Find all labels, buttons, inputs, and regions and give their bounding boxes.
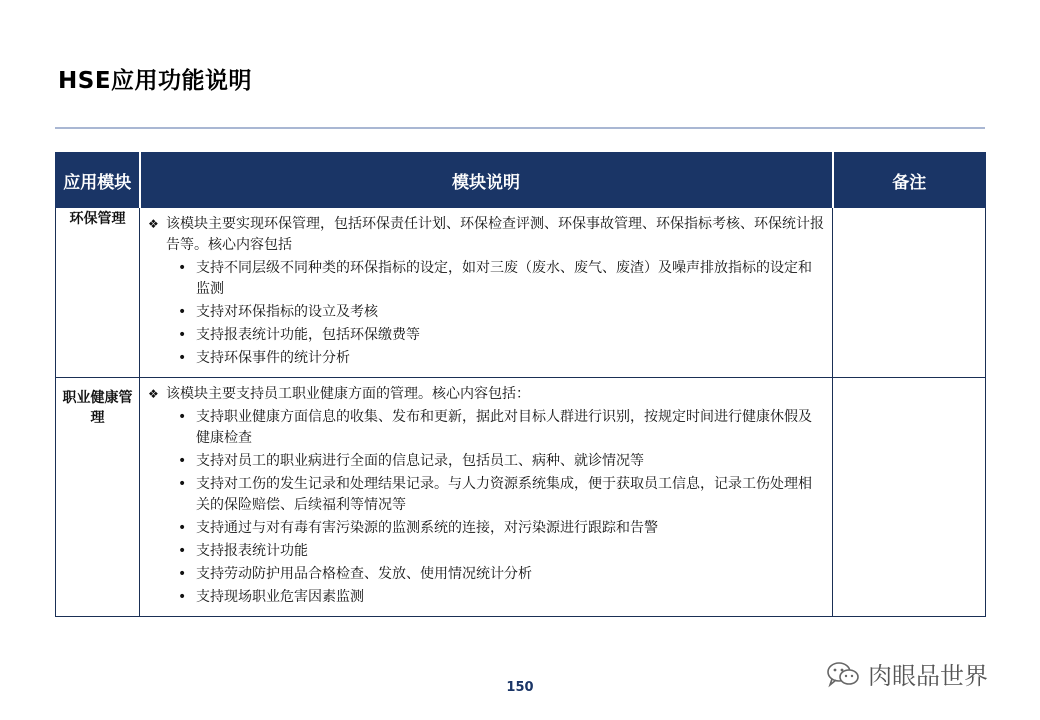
point-list (148, 407, 824, 608)
watermark-text: 肉眼品世界 (868, 662, 988, 690)
list-item: • 支持不同层级不同种类的环保指标的设定，如对三废（废水、废气、废渣）及噪声排放指标的设定和监测 (176, 258, 824, 300)
module-name: 职业健康管理 (56, 378, 140, 617)
header-note: 备注 (833, 153, 986, 208)
table-row (56, 378, 986, 617)
module-note (833, 208, 986, 378)
list-item: • 支持劳动防护用品合格检查、发放、使用情况统计分析 (176, 564, 824, 585)
header-module: 应用模块 (56, 153, 140, 208)
list-item: • 支持报表统计功能，包括环保缴费等 (176, 325, 824, 346)
diamond-bullet-icon: ❖ (148, 387, 159, 401)
intro-text: 该模块主要支持员工职业健康方面的管理。核心内容包括： (166, 386, 530, 402)
table-row (56, 208, 986, 378)
header-description: 模块说明 (140, 153, 833, 208)
hse-function-table (55, 152, 986, 617)
diamond-bullet-icon: ❖ (148, 217, 159, 231)
intro-text: 该模块主要实现环保管理，包括环保责任计划、环保检查评测、环保事故管理、环保指标考核、环保统计报告等。核心内容包括 (166, 216, 824, 253)
page-title: HSE应用功能说明 (58, 68, 253, 94)
list-item: • 支持对工伤的发生记录和处理结果记录。与人力资源系统集成，便于获取员工信息，记录工伤处理相关的保险赔偿、后续福利等情况等 (176, 474, 824, 516)
description-intro (148, 384, 824, 405)
module-name: 环保管理 (56, 208, 140, 378)
point-list (148, 258, 824, 369)
list-item: • 支持对员工的职业病进行全面的信息记录，包括员工、病种、就诊情况等 (176, 451, 824, 472)
watermark (826, 656, 988, 691)
wechat-icon (826, 660, 860, 688)
list-item: • 支持通过与对有毒有害污染源的监测系统的连接，对污染源进行跟踪和告警 (176, 518, 824, 539)
module-description (140, 378, 833, 617)
list-item: • 支持职业健康方面信息的收集、发布和更新，据此对目标人群进行识别，按规定时间进行健康休假及健康检查 (176, 407, 824, 449)
description-intro (148, 214, 824, 256)
module-note (833, 378, 986, 617)
title-divider (55, 127, 985, 129)
list-item: • 支持对环保指标的设立及考核 (176, 302, 824, 323)
list-item: • 支持现场职业危害因素监测 (176, 587, 824, 608)
list-item: • 支持环保事件的统计分析 (176, 348, 824, 369)
table-header-row (56, 153, 986, 208)
module-description (140, 208, 833, 378)
page-number: 150 (506, 680, 534, 695)
list-item: • 支持报表统计功能 (176, 541, 824, 562)
